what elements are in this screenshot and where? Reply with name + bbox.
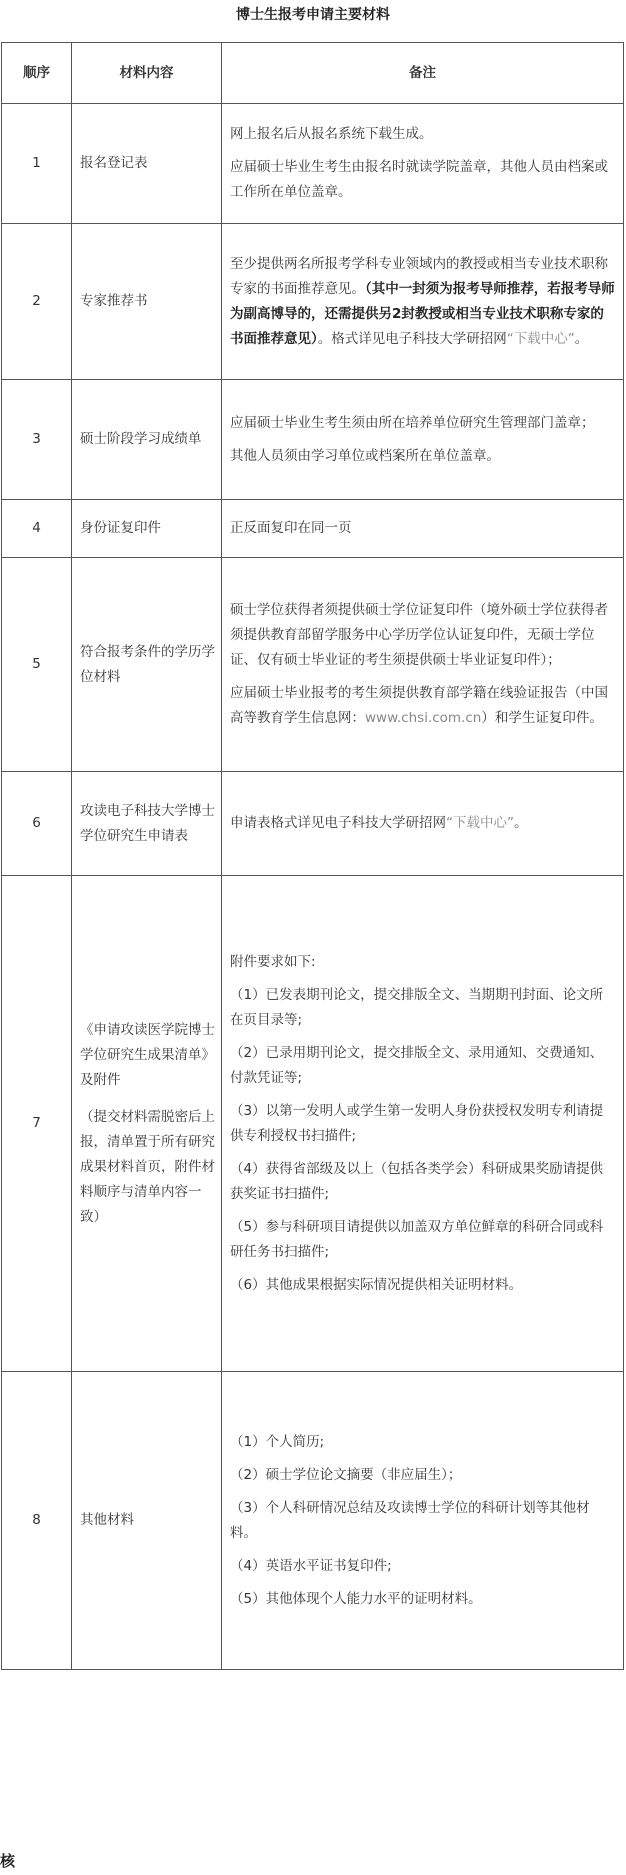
note-text: 。格式详见电子科技大学研招网 bbox=[317, 330, 507, 347]
row-seq: 5 bbox=[2, 558, 72, 772]
row-name: 符合报考条件的学历学位材料 bbox=[72, 558, 222, 772]
row-note bbox=[222, 558, 624, 772]
table-row bbox=[2, 1372, 624, 1670]
download-center-link[interactable]: “下载中心” bbox=[506, 330, 575, 347]
table-row bbox=[2, 500, 624, 558]
chsi-url[interactable]: www.chsi.com.cn bbox=[365, 710, 482, 726]
note-line: 网上报名后从报名系统下载生成。 bbox=[230, 126, 433, 142]
note-line: （2）硕士学位论文摘要（非应届生）； bbox=[230, 1466, 462, 1483]
note-text: 至少提供两名所报考学科专业领域内的教授或相当专业技术职称专家的书面推荐意见。 bbox=[230, 255, 608, 297]
note-line: 正反面复印在同一页 bbox=[230, 520, 352, 536]
note-text: 。 bbox=[574, 330, 589, 347]
row-name bbox=[72, 876, 222, 1372]
row-note bbox=[222, 104, 624, 224]
note-line: （3）个人科研情况总结及攻读博士学位的科研计划等其他材料。 bbox=[230, 1499, 590, 1541]
row-seq: 2 bbox=[2, 224, 72, 380]
note-line: （4）英语水平证书复印件; bbox=[230, 1557, 392, 1574]
materials-table bbox=[1, 42, 624, 1670]
note-bold-text: （其中一封须为报考导师推荐，若报考导师为副高博导的，还需提供另2封教授或相当专业技术职称专家的书面推荐意见） bbox=[230, 280, 615, 347]
row-name: 硕士阶段学习成绩单 bbox=[72, 380, 222, 500]
row-note bbox=[222, 380, 624, 500]
header-row bbox=[2, 43, 624, 104]
note-line bbox=[230, 681, 615, 731]
row-name-main: 《申请攻读医学院博士学位研究生成果清单》及附件 bbox=[80, 1021, 215, 1088]
row-note bbox=[222, 876, 624, 1372]
row-name: 攻读电子科技大学博士学位研究生申请表 bbox=[72, 772, 222, 876]
download-center-link[interactable]: “下载中心” bbox=[446, 815, 514, 831]
note-text: ）和学生证复印件。 bbox=[481, 710, 603, 726]
row-seq: 1 bbox=[2, 104, 72, 224]
row-seq: 6 bbox=[2, 772, 72, 876]
header-content: 材料内容 bbox=[72, 43, 222, 104]
note-line: 应届硕士毕业生考生由报名时就读学院盖章，其他人员由档案或工作所在单位盖章。 bbox=[230, 159, 608, 200]
row-name: 其他材料 bbox=[72, 1372, 222, 1670]
note-line: （1）个人简历; bbox=[230, 1433, 325, 1450]
row-seq: 8 bbox=[2, 1372, 72, 1670]
note-line: （3）以第一发明人或学生第一发明人身份获授权发明专利请提供专利授权书扫描件; bbox=[230, 1102, 604, 1144]
row-note bbox=[222, 1372, 624, 1670]
section-heading-partial: 核 bbox=[0, 1852, 16, 1870]
header-note: 备注 bbox=[222, 43, 624, 104]
note-line: 其他人员须由学习单位或档案所在单位盖章。 bbox=[230, 447, 500, 464]
note-text: 。 bbox=[514, 815, 528, 831]
row-name: 身份证复印件 bbox=[72, 500, 222, 558]
note-line bbox=[230, 811, 615, 836]
row-name-sub: （提交材料需脱密后上报，清单置于所有研究成果材料首页，附件材料顺序与清单内容一致） bbox=[80, 1108, 215, 1225]
row-note bbox=[222, 772, 624, 876]
row-name: 专家推荐书 bbox=[72, 224, 222, 380]
table-row bbox=[2, 558, 624, 772]
note-line: 硕士学位获得者须提供硕士学位证复印件（境外硕士学位获得者须提供教育部留学服务中心学历学位认证复印件，无硕士学位证、仅有硕士毕业证的考生须提供硕士毕业证复印件）； bbox=[230, 602, 608, 668]
row-seq: 4 bbox=[2, 500, 72, 558]
table-row bbox=[2, 772, 624, 876]
table-title: 博士生报考申请主要材料 bbox=[236, 7, 390, 23]
table-row bbox=[2, 876, 624, 1372]
note-line: （4）获得省部级及以上（包括各类学会）科研成果奖励请提供获奖证书扫描件; bbox=[230, 1160, 604, 1202]
table-row bbox=[2, 380, 624, 500]
row-note bbox=[222, 224, 624, 380]
row-seq: 3 bbox=[2, 380, 72, 500]
note-line: 附件要求如下: bbox=[230, 953, 316, 970]
note-line: 应届硕士毕业生考生须由所在培养单位研究生管理部门盖章； bbox=[230, 414, 595, 431]
note-line: （5）其他体现个人能力水平的证明材料。 bbox=[230, 1590, 482, 1607]
note-line: （6）其他成果根据实际情况提供相关证明材料。 bbox=[230, 1276, 523, 1293]
table-row bbox=[2, 224, 624, 380]
row-seq: 7 bbox=[2, 876, 72, 1372]
note-text: 申请表格式详见电子科技大学研招网 bbox=[230, 815, 446, 831]
note-line: （2）已录用期刊论文，提交排版全文、录用通知、交费通知、付款凭证等; bbox=[230, 1044, 604, 1086]
row-note bbox=[222, 500, 624, 558]
note-line bbox=[230, 252, 615, 352]
row-name: 报名登记表 bbox=[72, 104, 222, 224]
note-line: （1）已发表期刊论文，提交排版全文、当期期刊封面、论文所在页目录等; bbox=[230, 986, 604, 1028]
table-row bbox=[2, 104, 624, 224]
note-text: 应届硕士毕业报考的考生须提供教育部学籍在线验证报告（中国高等教育学生信息网： bbox=[230, 685, 608, 726]
header-seq: 顺序 bbox=[2, 43, 72, 104]
note-line: （5）参与科研项目请提供以加盖双方单位鲜章的科研合同或科研任务书扫描件; bbox=[230, 1218, 604, 1260]
